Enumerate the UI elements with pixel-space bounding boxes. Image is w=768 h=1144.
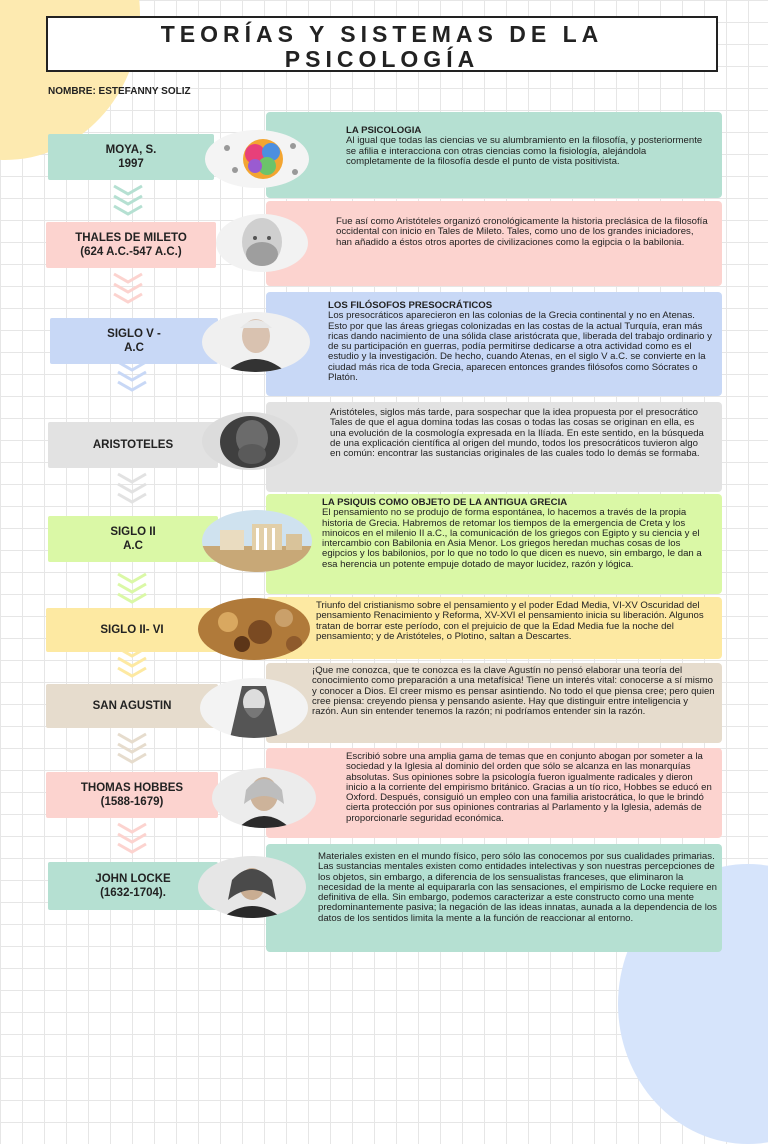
card-thales (266, 201, 722, 286)
card-heading: LA PSICOLOGIA (346, 125, 422, 136)
card-siglo-ii (266, 494, 722, 594)
label-thales (46, 222, 216, 268)
card-text: Triunfo del cristianismo sobre el pensamiento y el poder Edad Media, VI-XV Oscuridad del pensamiento Renacimiento y Reforma, XV-XVI el pensamiento inicia su liberación. Algunos tratan de borrar este período, con el prejuicio de que la Edad Media fue la noche del pensamiento; y de Aristóteles, o Plotino, saltan a Descartes. (316, 600, 704, 642)
card-san-agustin (266, 663, 722, 743)
city-icon (202, 510, 312, 572)
label-line-2: 1997 (118, 158, 144, 170)
label-line-1: ARISTOTELES (92, 439, 174, 451)
label-line-1: SIGLO V - (107, 328, 161, 340)
chevron-down-icon (112, 818, 152, 858)
chevron-down-icon (112, 728, 152, 768)
card-siglo-v (266, 292, 722, 396)
card-text: Al igual que todas las ciencias ve su alumbramiento en la filosofía, y posteriormente se afilia e interacciona con otras ciencias como la fisiología, alejándola completamente de la filosofía desde el punto de vista positivista. (346, 135, 703, 167)
label-line-2: A.C (123, 540, 143, 552)
title-line-2: PSICOLOGÍA (284, 46, 480, 72)
label-line-2: A.C (124, 342, 144, 354)
card-hobbes (266, 748, 722, 838)
label-line-1: THOMAS HOBBES (80, 782, 184, 794)
label-san-agustin (46, 684, 218, 728)
card-text: Aristóteles, siglos más tarde, para sospechar que la idea propuesta por el presocrático Tales de que el agua domina todas las cosas o todas las cosas se originan en ella, es una evolución de la cosmología expresada en la Ilíada. En este sentido, en la búsqueda de una explicación científica al origen del mundo, todos los presocráticos tuvieron algo en común: encontrar las sustancias originales de las cuales todo lo demás se formaba. (330, 407, 704, 460)
statue-icon (202, 412, 298, 470)
brain-icon (205, 130, 309, 188)
label-line-1: SIGLO II- VI (100, 624, 164, 636)
engraving-icon (200, 678, 308, 738)
label-line-1: JOHN LOCKE (95, 873, 171, 885)
card-heading: LOS FILÓSOFOS PRESOCRÁTICOS (328, 300, 493, 311)
label-line-1: SAN AGUSTIN (92, 700, 172, 712)
chevron-down-icon (112, 468, 152, 508)
portrait-icon (198, 856, 306, 918)
label-moya (48, 134, 214, 180)
chevron-down-icon (112, 568, 152, 608)
portrait-icon (212, 768, 316, 828)
card-text: ¡Que me conozca, que te conozca es la clave Agustín no pensó elaborar una teoría del conocimiento como preparación a una metafísica! Tiene un interés vital: conocerse a sí mismo y conocer a Dios. El creer mismo es pensar asintiendo. No todo el que piensa cree; pero quien cree piensa: creyendo piensa y pensando asiente. Hay que distinguir entre inteligencia y razón. Aun sin entender tenemos la razón; ni podríamos entender sin la razón. (312, 665, 715, 718)
painting-icon (198, 598, 310, 660)
card-text: El pensamiento no se produjo de forma espontánea, lo hacemos a través de la propia historia de Grecia. Habremos de retomar los tiempos de la emergencia de Creta y los minoicos en el milenio II a.C., la comunicación de los griegos con Egipto y su ciencia y el intercambio con Babilonia en Asia Menor. Los griegos heredan muchas cosas de los egipcios y los babilonios, por lo que no todo lo que dicen es nuevo, sin embargo, le dan a esa herencia un potente empuje dotado de mayor lucidez, razón y lógica. (322, 507, 702, 570)
card-heading: LA PSIQUIS COMO OBJETO DE LA ANTIGUA GRECIA (322, 497, 568, 508)
label-line-1: SIGLO II (110, 526, 156, 538)
label-line-1: THALES DE MILETO (75, 232, 187, 244)
chevron-down-icon (112, 356, 152, 396)
label-locke (48, 862, 218, 910)
student-name: NOMBRE: ESTEFANNY SOLIZ (48, 86, 191, 97)
label-line-2: (1632-1704). (100, 887, 166, 899)
card-siglo-ii-vi (266, 597, 722, 659)
card-text: Fue así como Aristóteles organizó cronológicamente la historia preclásica de la filosofía occidental con inicio en Tales de Mileto. Tales, como uno de los grandes iniciadores, han añadido a éstos otros aportes de civilizaciones como la egipcia o la babilonia. (336, 216, 708, 248)
page-title (46, 16, 718, 72)
label-hobbes (46, 772, 218, 818)
label-line-1: MOYA, S. (105, 144, 157, 156)
card-aristoteles (266, 402, 722, 492)
card-text: Los presocráticos aparecieron en las colonias de la Grecia continental y no en Atenas. Esto por que las áreas griegas colonizadas en las costas de la actual Turquía, eran más ricas dando nacimiento de una sólida clase aristócrata que, liberada del trabajo ordinario y de su participación en guerras, podía permitirse dedicarse a otra actividad como es el estudio y la investigación. De hecho, cuando Atenas, en el siglo V a.C. se convierte en la ciudad más rica de toda Grecia, aparecen entonces grandes filósofos como Sócrates o Platón. (328, 310, 712, 384)
card-text: Escribió sobre una amplia gama de temas que en conjunto abogan por someter a la sociedad y la Iglesia al dominio del orden que sólo se alcanza en las monarquías absolutas. Sus opiniones sobre la psicología fueron igualmente radicales y dieron inicio a la corriente del empirismo británico. Gracias a un tío rico, Hobbes se educó en Oxford. Después, consiguió un empleo con una familia aristocrática, lo que le brindó cierta protección por sus opiniones contrarias al Parlamento y la Iglesia, además de proporcionarle seguridad económica. (346, 751, 712, 824)
label-line-2: (1588-1679) (100, 796, 164, 808)
card-text: Materiales existen en el mundo físico, pero sólo las conocemos por sus cualidades primarias. Las sustancias mentales existen como entidades intelectivas y son nuestras percepciones de los objetos, sin embargo, a diferencia de los sensualistas franceses, que eliminaron la necesidad de la mente al equipararla con las sensaciones, el empirismo de Locke requiere en definitiva de ella. Sin embargo, podemos caracterizar a este constructo como una mente predominantemente pasiva; la negación de las ideas innatas, aunada a la dependencia de los datos de los sentidos limita la mente a la función de reaccionar al entorno. (318, 851, 717, 924)
bust-icon (216, 214, 308, 272)
card-moya (266, 112, 722, 198)
label-line-2: (624 A.C.-547 A.C.) (80, 246, 182, 258)
label-aristoteles (48, 422, 218, 468)
chevron-down-icon (108, 180, 148, 220)
portrait-icon (202, 312, 310, 372)
chevron-down-icon (112, 642, 152, 682)
chevron-down-icon (108, 268, 148, 308)
label-siglo-ii (48, 516, 218, 562)
card-locke (266, 844, 722, 952)
title-line-1: TEORÍAS Y SISTEMAS DE LA (160, 21, 604, 47)
